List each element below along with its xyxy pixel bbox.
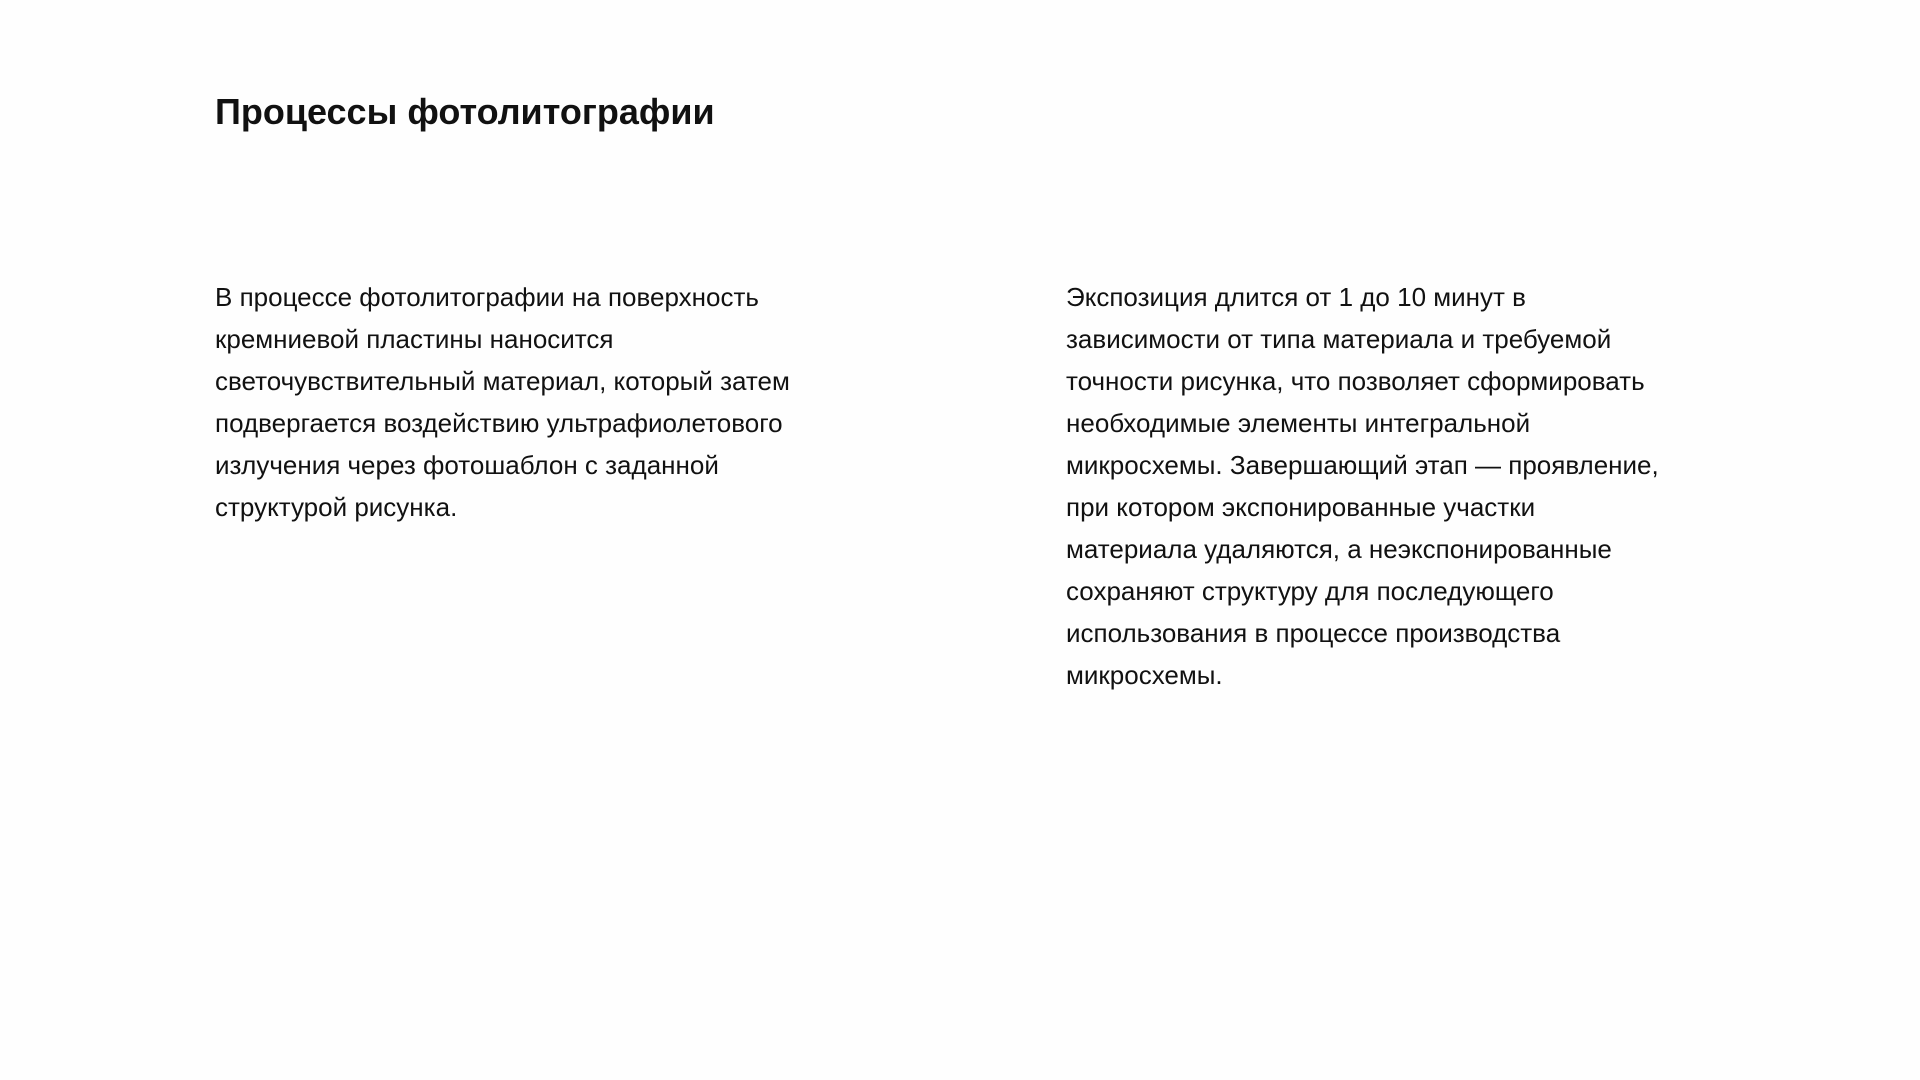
left-text-line: подвергается воздействию ультрафиолетового [215, 408, 783, 438]
right-text-line: сохраняют структуру для последующего [1066, 576, 1554, 606]
left-text-line: светочувствительный материал, который затем [215, 366, 790, 396]
right-text-line: необходимые элементы интегральной [1066, 408, 1531, 438]
right-text-line: точности рисунка, что позволяет сформировать [1066, 366, 1645, 396]
left-text-line: структурой рисунка. [215, 492, 458, 522]
left-text-line: излучения через фотошаблон с заданной [215, 450, 719, 480]
left-text-line: кремниевой пластины наносится [215, 324, 614, 354]
right-text-line: Экспозиция длится от 1 до 10 минут в [1066, 282, 1526, 312]
right-text-column [1066, 276, 1706, 696]
right-text-line: материала удаляются, а неэкспонированные [1066, 534, 1612, 564]
right-text-line: микросхемы. Завершающий этап — проявление, [1066, 450, 1659, 480]
right-text-line: зависимости от типа материала и требуемой [1066, 324, 1612, 354]
right-text-line: при котором экспонированные участки [1066, 492, 1536, 522]
slide-title: Процессы фотолитографии [215, 91, 715, 132]
right-text-line: использования в процессе производства [1066, 618, 1561, 648]
left-text-column [215, 276, 855, 528]
left-text-line: В процессе фотолитографии на поверхность [215, 282, 759, 312]
right-text-line: микросхемы. [1066, 660, 1223, 690]
